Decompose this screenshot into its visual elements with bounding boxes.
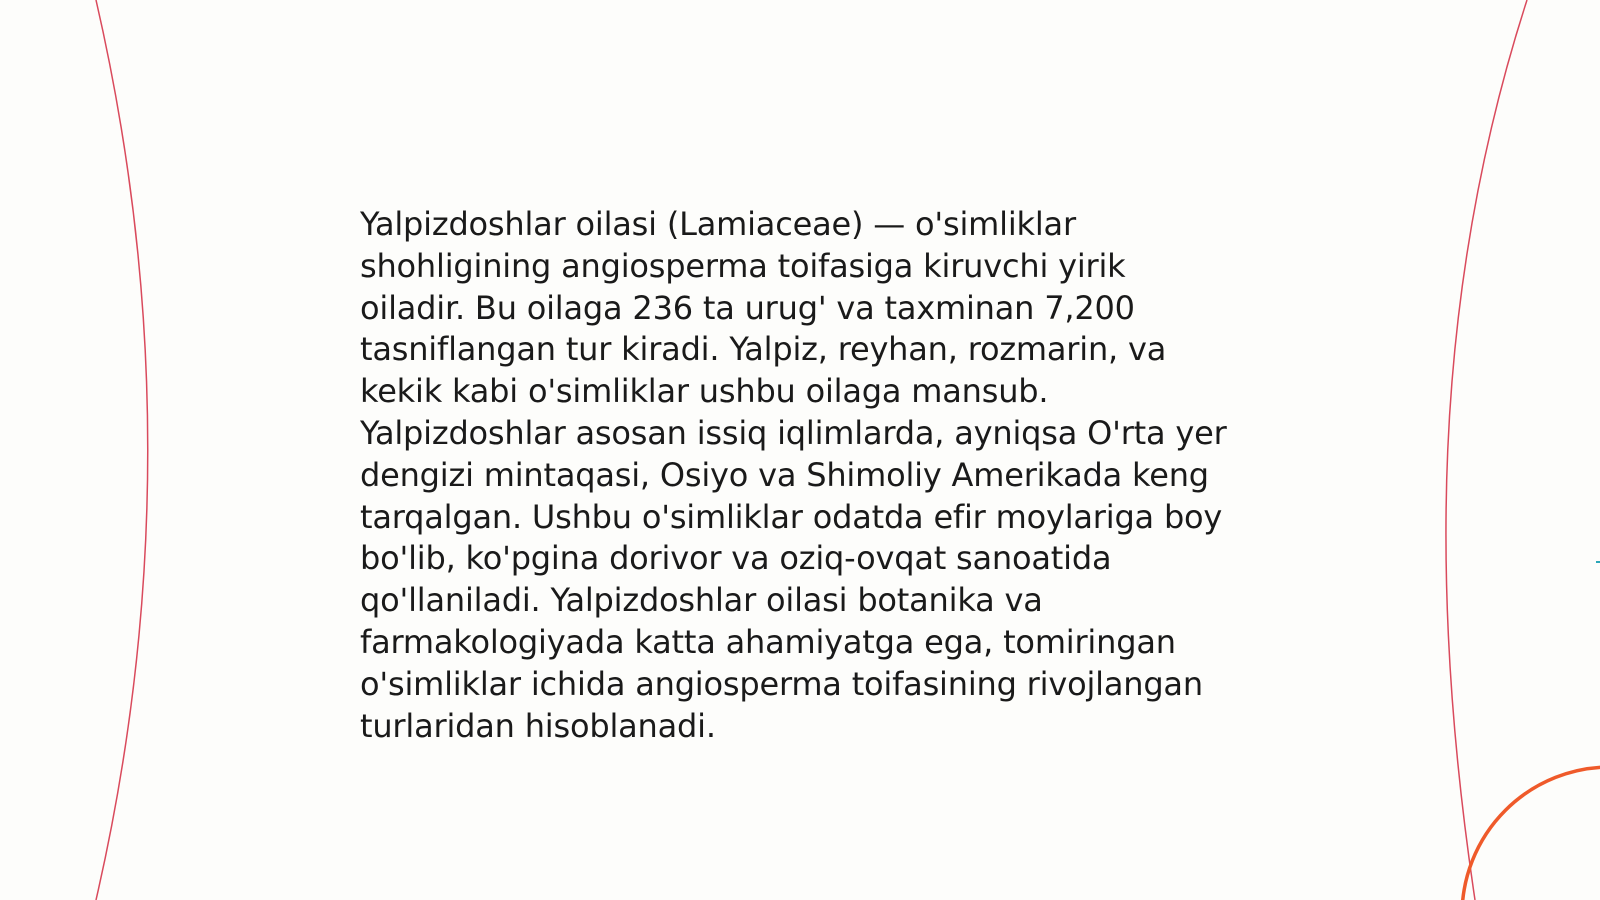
slide-body [360, 204, 1240, 747]
right-curve-line [1446, 0, 1527, 900]
body-paragraph: Yalpizdoshlar oilasi (Lamiaceae) — o'simliklar shohligining angiosperma toifasiga kiruvchi yirik oiladir. Bu oilaga 236 ta urug' va taxminan 7,200 tasniflangan tur kiradi. Yalpiz, reyhan, rozmarin, va kekik kabi o'simliklar ushbu oilaga mansub. Yalpizdoshlar asosan issiq iqlimlarda, ayniqsa O'rta yer dengizi mintaqasi, Osiyo va Shimoliy Amerikada keng tarqalgan. Ushbu o'simliklar odatda efir moylariga boy bo'lib, ko'pgina dorivor va oziq-ovqat sanoatida qo'llaniladi. Yalpizdoshlar oilasi botanika va farmakologiyada katta ahamiyatga ega, tomiringan o'simliklar ichida angiosperma toifasining rivojlangan turlaridan hisoblanadi. [360, 205, 1227, 745]
left-curve-line [96, 0, 148, 900]
bottom-right-arc [1462, 767, 1600, 900]
